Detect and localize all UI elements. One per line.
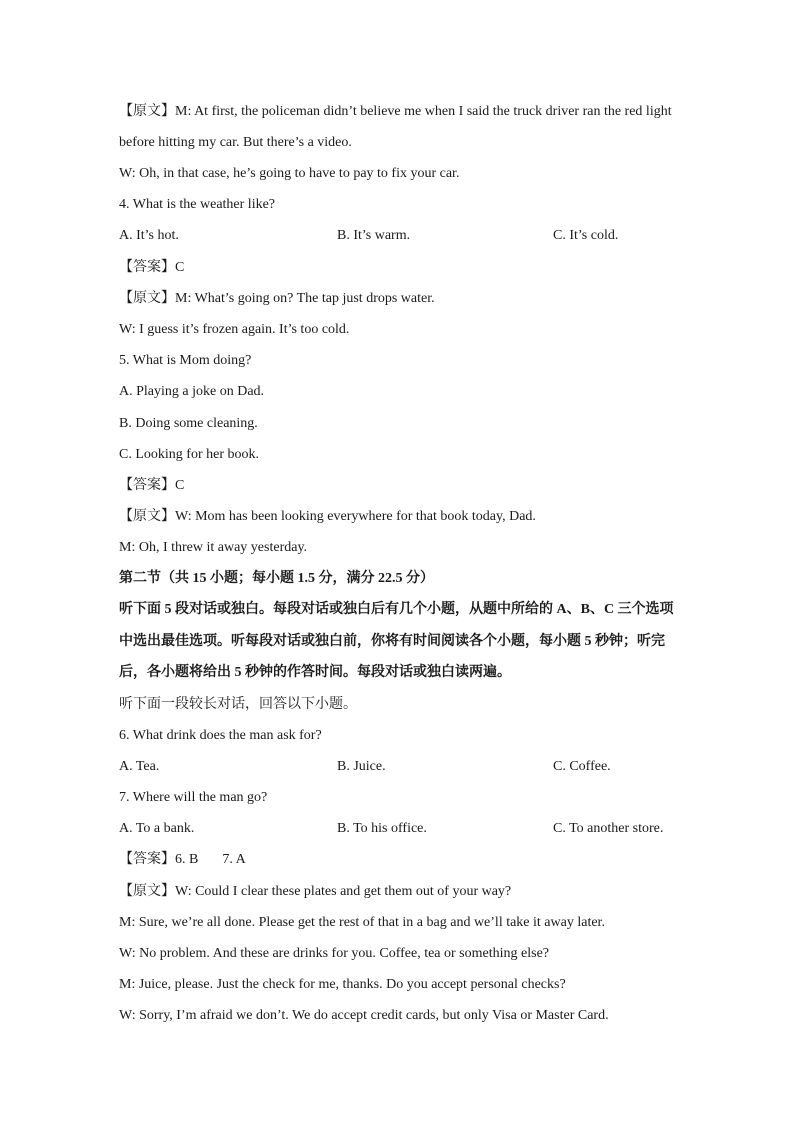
option-a: A. Playing a joke on Dad. xyxy=(119,384,265,399)
transcript-text: W: Could I clear these plates and get them out of your way? xyxy=(175,884,512,899)
option-b: B. Juice. xyxy=(337,759,386,774)
transcript-line: M: Juice, please. Just the check for me, thanks. Do you accept personal checks? xyxy=(119,977,566,992)
option-b: B. It’s warm. xyxy=(337,228,411,243)
answer-line xyxy=(119,477,184,495)
transcript-line: M: Oh, I threw it away yesterday. xyxy=(119,540,308,555)
transcript-line xyxy=(119,883,511,901)
option-c: C. Coffee. xyxy=(553,759,611,774)
option-b: B. To his office. xyxy=(337,821,427,836)
transcript-line xyxy=(119,508,536,526)
question-6: 6. What drink does the man ask for? xyxy=(119,728,322,743)
section-heading: 第二节（共 15 小题；每小题 1.5 分，满分 22.5 分） xyxy=(119,571,434,586)
option-a: A. Tea. xyxy=(119,759,160,774)
question-4: 4. What is the weather like? xyxy=(119,197,276,212)
transcript-tag: 【原文】 xyxy=(119,884,175,899)
listening-prompt: 听下面一段较长对话，回答以下小题。 xyxy=(119,697,357,712)
transcript-line: W: No problem. And these are drinks for you. Coffee, tea or something else? xyxy=(119,946,549,961)
answer-tag: 【答案】 xyxy=(119,478,175,493)
transcript-text: W: Mom has been looking everywhere for that book today, Dad. xyxy=(175,509,536,524)
transcript-line: before hitting my car. But there’s a video. xyxy=(119,135,352,150)
instruction-line: 后，各小题将给出 5 秒钟的作答时间。每段对话或独白读两遍。 xyxy=(119,665,511,680)
option-a: A. It’s hot. xyxy=(119,228,179,243)
answer-value: C xyxy=(175,260,185,275)
option-c: C. It’s cold. xyxy=(553,228,619,243)
instruction-line: 中选出最佳选项。听每段对话或独白前，你将有时间阅读各个小题，每小题 5 秒钟；听完 xyxy=(119,634,665,649)
transcript-line xyxy=(119,103,672,121)
option-a: A. To a bank. xyxy=(119,821,195,836)
transcript-line xyxy=(119,290,435,308)
transcript-line: M: Sure, we’re all done. Please get the rest of that in a bag and we’ll take it away later. xyxy=(119,915,605,930)
option-c: C. To another store. xyxy=(553,821,664,836)
answer-tag: 【答案】 xyxy=(119,852,175,867)
option-c: C. Looking for her book. xyxy=(119,447,259,462)
question-7: 7. Where will the man go? xyxy=(119,790,268,805)
transcript-tag: 【原文】 xyxy=(119,509,175,524)
question-4-options xyxy=(0,227,794,245)
answer-value-7: 7. A xyxy=(222,852,246,867)
answer-tag: 【答案】 xyxy=(119,260,175,275)
question-7-options xyxy=(0,820,794,838)
answer-line xyxy=(119,851,246,869)
answer-line xyxy=(119,259,184,277)
transcript-text: M: What’s going on? The tap just drops water. xyxy=(175,291,435,306)
transcript-line: W: Oh, in that case, he’s going to have to pay to fix your car. xyxy=(119,166,460,181)
question-6-options xyxy=(0,758,794,776)
answer-value: C xyxy=(175,478,185,493)
transcript-text: M: At first, the policeman didn’t believe me when I said the truck driver ran the red light xyxy=(175,104,672,119)
transcript-line: W: Sorry, I’m afraid we don’t. We do accept credit cards, but only Visa or Master Card. xyxy=(119,1008,609,1023)
transcript-tag: 【原文】 xyxy=(119,104,175,119)
instruction-line: 听下面 5 段对话或独白。每段对话或独白后有几个小题，从题中所给的 A、B、C 三个选项 xyxy=(119,602,674,617)
option-b: B. Doing some cleaning. xyxy=(119,416,258,431)
transcript-line: W: I guess it’s frozen again. It’s too cold. xyxy=(119,322,350,337)
transcript-tag: 【原文】 xyxy=(119,291,175,306)
question-5: 5. What is Mom doing? xyxy=(119,353,252,368)
answer-value-6: 6. B xyxy=(175,852,199,867)
